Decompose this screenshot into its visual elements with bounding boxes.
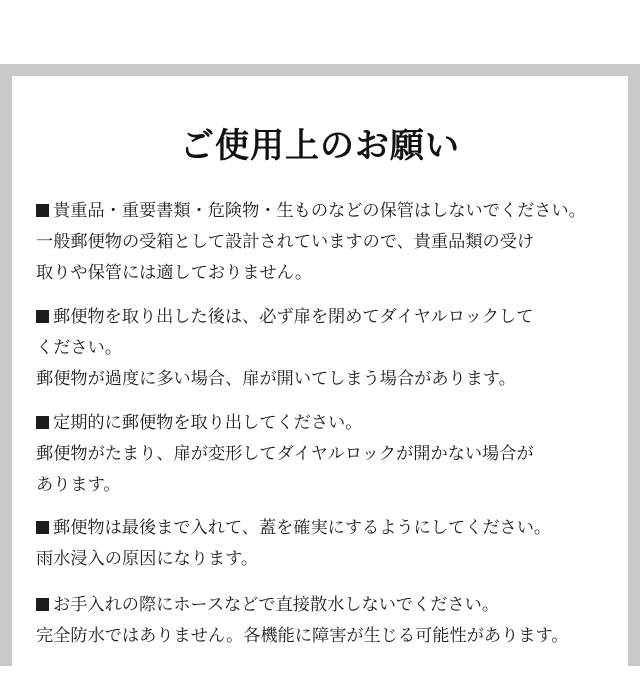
notice-item-insert-fully: [36, 513, 616, 575]
notice-line: 郵便物を取り出した後は、必ず扉を閉めてダイヤルロックして: [36, 302, 616, 333]
notice-line: お手入れの際にホースなどで直接散水しないでください。: [36, 590, 616, 621]
square-bullet-icon: [36, 598, 49, 611]
square-bullet-icon: [36, 204, 49, 217]
notice-line: 雨水浸入の原因になります。: [36, 549, 259, 569]
square-bullet-icon: [36, 310, 49, 323]
square-bullet-icon: [36, 521, 49, 534]
notice-line: 取りや保管には適しておりません。: [36, 263, 313, 283]
notice-item-regular-pickup: [36, 408, 616, 501]
notice-line: 完全防水ではありません。各機能に障害が生じる可能性があります。: [36, 626, 569, 646]
notice-item-close-door: [36, 302, 616, 395]
notice-line: 郵便物は最後まで入れて、蓋を確実にするようにしてください。: [36, 513, 616, 544]
notice-line: 貴重品・重要書類・危険物・生ものなどの保管はしないでください。: [36, 196, 616, 227]
top-blank-area: [0, 0, 640, 64]
notice-line: 郵便物がたまり、扉が変形してダイヤルロックが開かない場合が: [36, 444, 534, 464]
page-title: ご使用上のお願い: [180, 126, 460, 166]
notice-line: 郵便物が過度に多い場合、扉が開いてしまう場合があります。: [36, 369, 516, 389]
notice-line: ください。: [36, 338, 122, 358]
notice-line: 一般郵便物の受箱として設計されていますので、貴重品類の受け: [36, 232, 535, 252]
notice-item-no-water: [36, 590, 616, 652]
square-bullet-icon: [36, 416, 49, 429]
notice-item-valuables: [36, 196, 616, 289]
notice-line: 定期的に郵便物を取り出してください。: [36, 408, 616, 439]
notice-line: あります。: [36, 475, 121, 495]
